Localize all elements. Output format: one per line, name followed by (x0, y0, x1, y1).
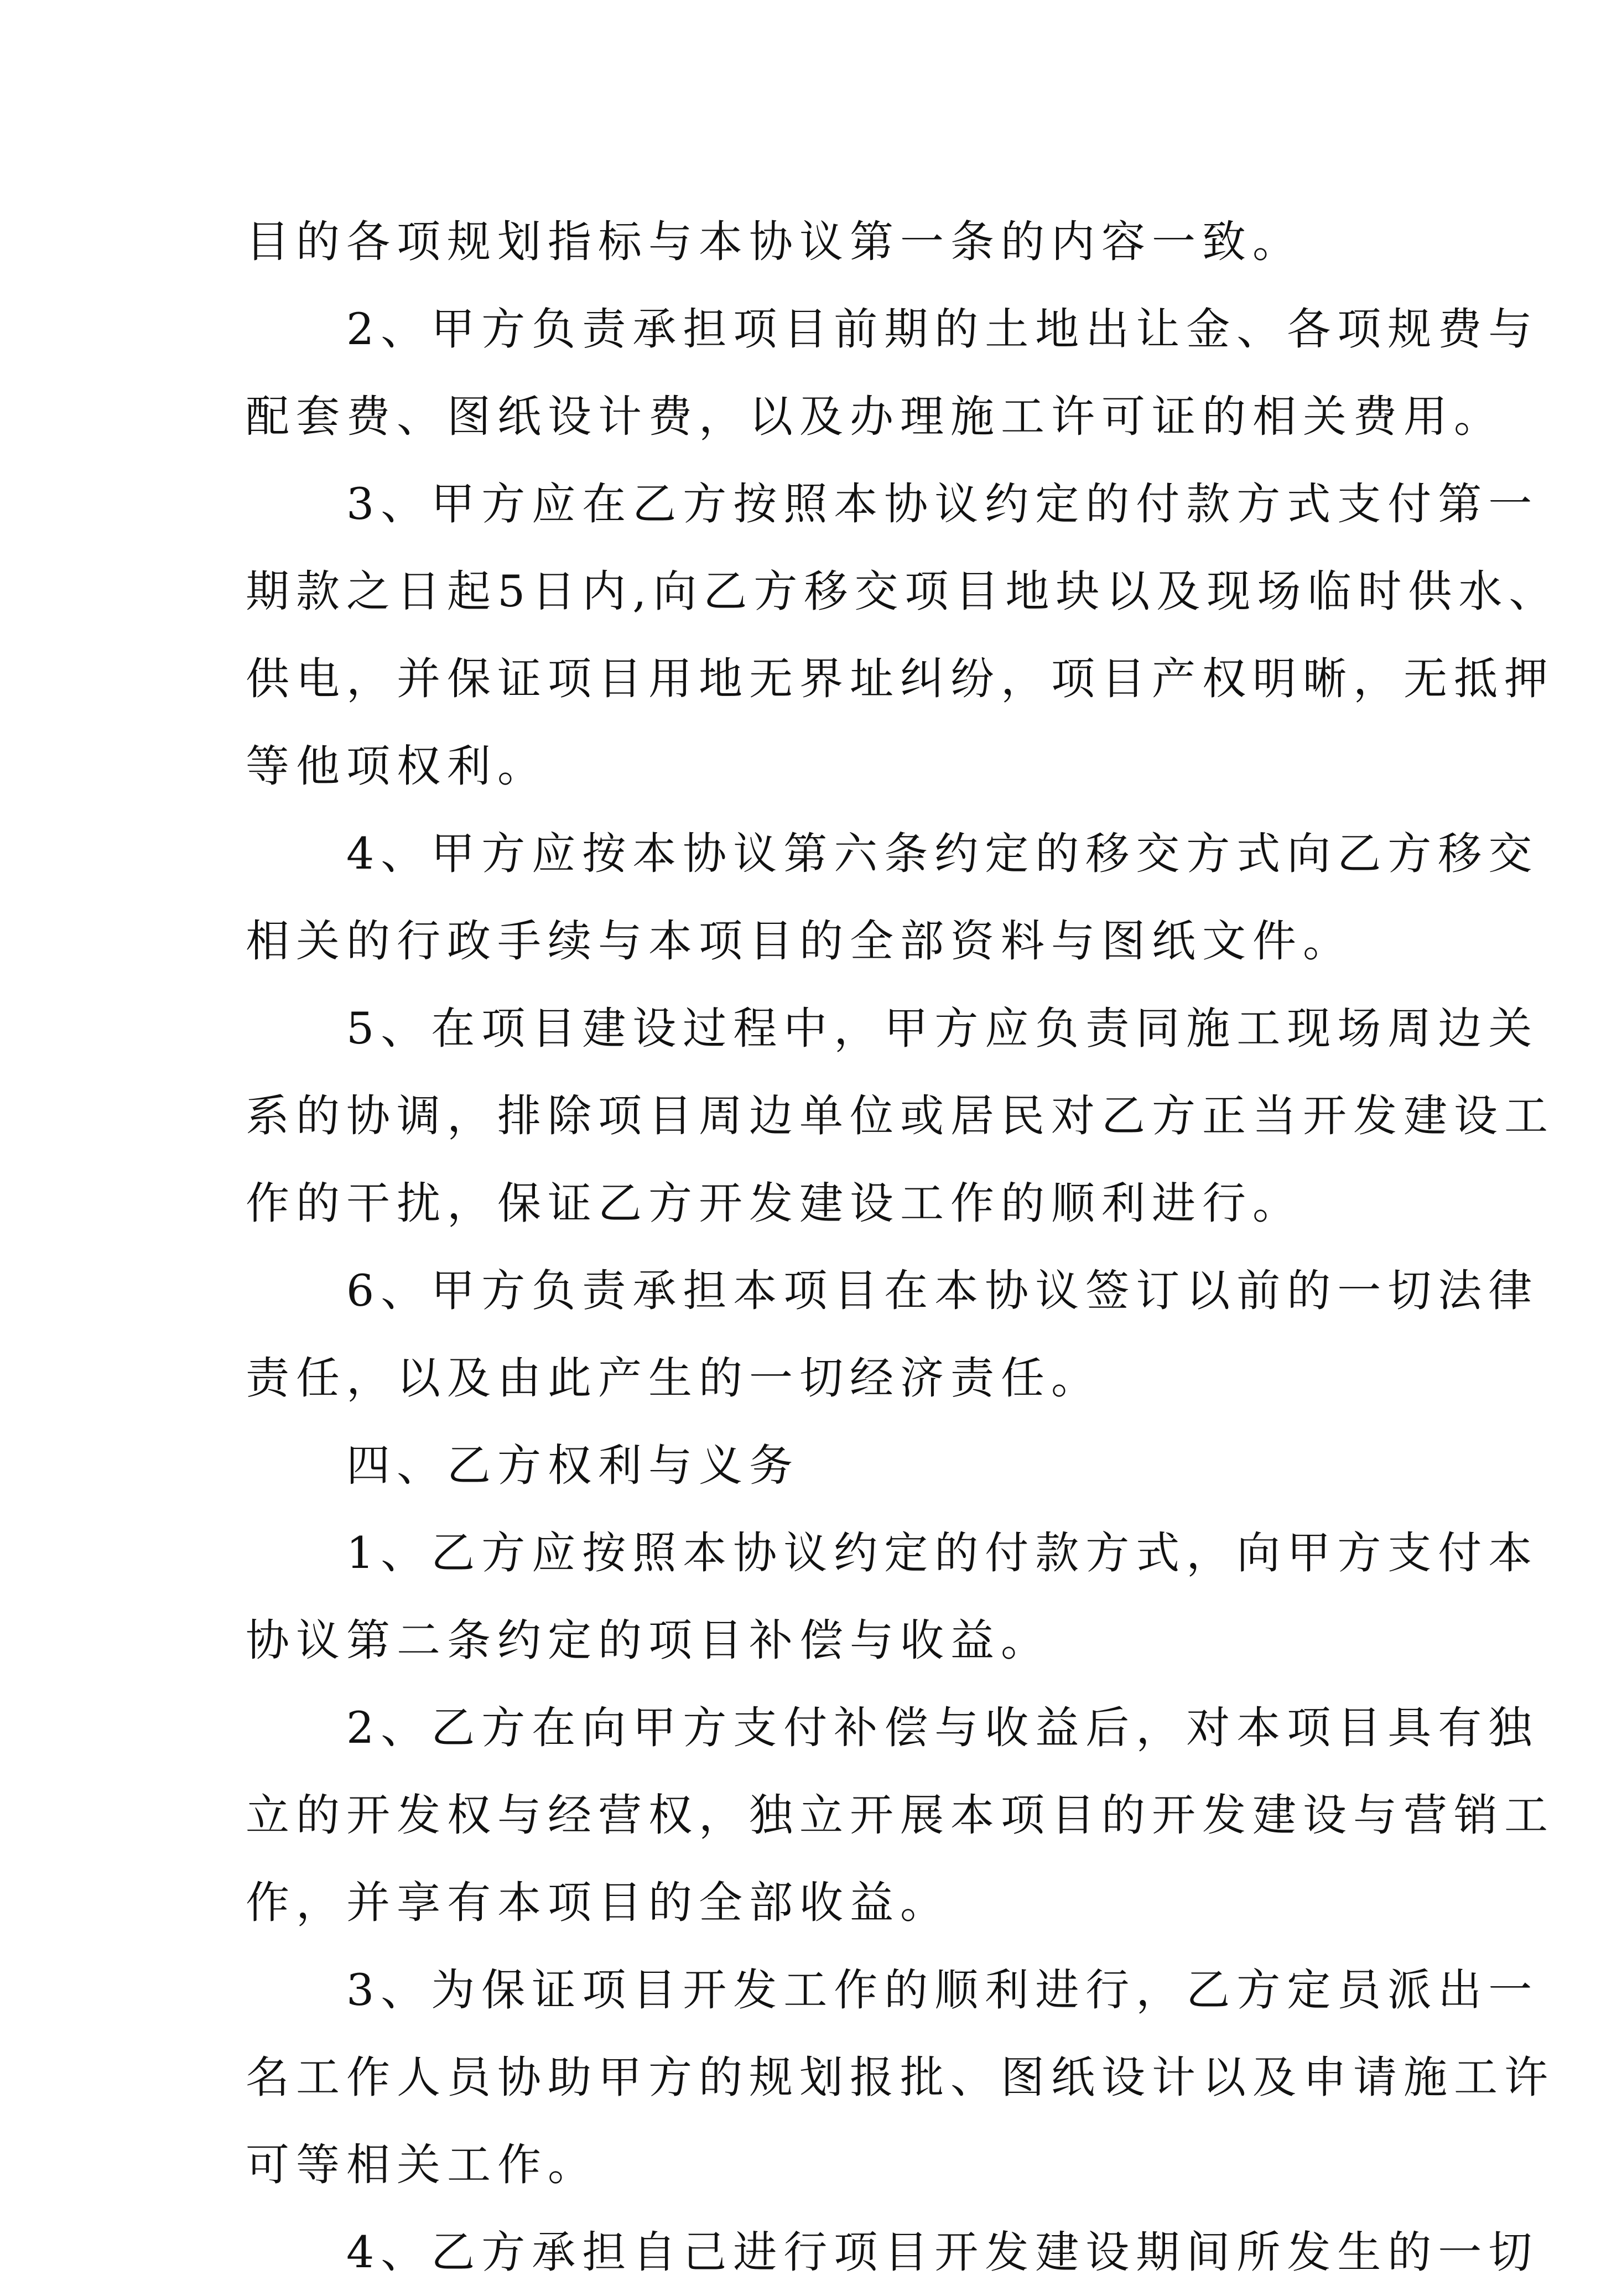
text-line: 5、在项目建设过程中，甲方应负责同施工现场周边关 (246, 1003, 1539, 1054)
text-line: 1、乙方应按照本协议约定的付款方式，向甲方支付本 (246, 1528, 1539, 1578)
text-line: 可等相关工作。 (246, 2139, 598, 2190)
text-line: 目的各项规划指标与本协议第一条的内容一致。 (246, 216, 1303, 267)
section-heading: 四、乙方权利与义务 (246, 1440, 799, 1491)
text-line: 立的开发权与经营权，独立开展本项目的开发建设与营销工 (246, 1790, 1555, 1841)
text-line: 4、甲方应按本协议第六条约定的移交方式向乙方移交 (246, 828, 1539, 879)
text-line: 责任，以及由此产生的一切经济责任。 (246, 1353, 1101, 1404)
text-line: 供电，并保证项目用地无界址纠纷，项目产权明晰，无抵押 (246, 653, 1555, 704)
text-line: 配套费、图纸设计费，以及办理施工许可证的相关费用。 (246, 391, 1504, 442)
document-body (246, 198, 1560, 2296)
text-line: 相关的行政手续与本项目的全部资料与图纸文件。 (246, 916, 1353, 967)
text-line: 作的干扰，保证乙方开发建设工作的顺利进行。 (246, 1178, 1303, 1229)
text-line: 协议第二条约定的项目补偿与收益。 (246, 1615, 1051, 1666)
text-line: 2、甲方负责承担项目前期的土地出让金、各项规费与 (246, 304, 1539, 355)
text-line: 名工作人员协助甲方的规划报批、图纸设计以及申请施工许 (246, 2052, 1555, 2103)
text-line: 3、甲方应在乙方按照本协议约定的付款方式支付第一 (246, 479, 1539, 529)
text-line: 期款之日起5日内,向乙方移交项目地块以及现场临时供水、 (246, 566, 1560, 617)
text-line: 4、乙方承担自己进行项目开发建设期间所发生的一切 (246, 2227, 1539, 2278)
text-line: 作，并享有本项目的全部收益。 (246, 1877, 950, 1928)
text-line: 6、甲方负责承担本项目在本协议签订以前的一切法律 (246, 1265, 1539, 1316)
text-line: 2、乙方在向甲方支付补偿与收益后，对本项目具有独 (246, 1702, 1539, 1753)
text-line: 系的协调，排除项目周边单位或居民对乙方正当开发建设工 (246, 1090, 1555, 1141)
text-line: 等他项权利。 (246, 741, 548, 792)
text-line: 3、为保证项目开发工作的顺利进行，乙方定员派出一 (246, 1965, 1539, 2016)
